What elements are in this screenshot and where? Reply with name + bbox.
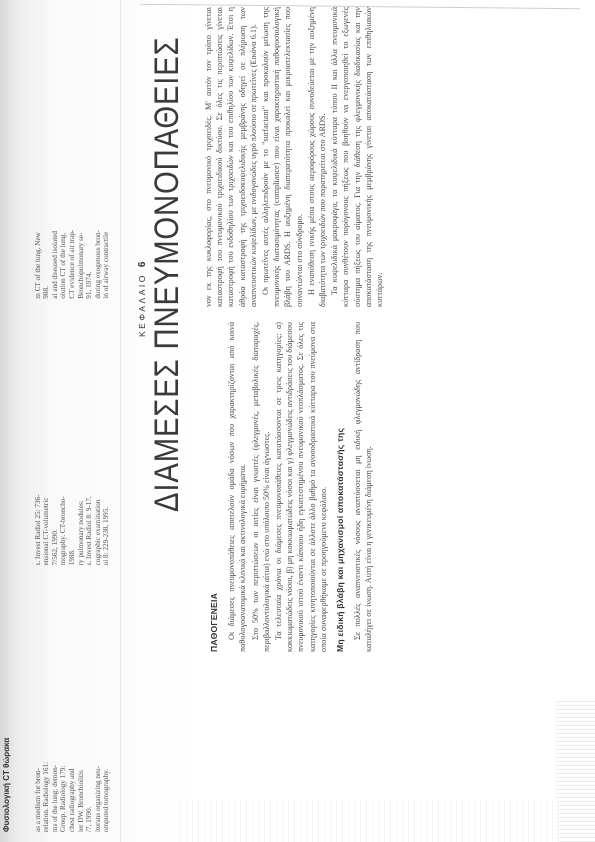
reference-line: 91, 1974.	[85, 271, 94, 299]
reference-line: chest radiography and	[68, 768, 77, 832]
reference-line: during exogenous bron-	[93, 230, 102, 299]
reference-line: ler DW. Bronchiolitis	[76, 770, 85, 832]
reference-line: s. Invest Radiol 25: 736-	[33, 494, 42, 566]
reference-line: al and diseased isolated	[50, 231, 59, 299]
reference-line: s. Invest Radiol 8: 9-17,	[85, 496, 94, 566]
reference-line: 988.	[42, 286, 51, 299]
reference-line: omputed tomography.	[102, 768, 111, 832]
reference-line: as a medium for bron-	[33, 768, 42, 832]
reference-line: ms of the lung: demon-	[50, 764, 59, 832]
reference-line: ry pulmonary nodules:	[76, 500, 85, 566]
reference-line: olution CT of the lung.	[59, 232, 68, 299]
reference-line: Bronchopulmonary se-	[76, 232, 85, 299]
section-heading: ΠΑΘΟΓΕΝΕΙΑ	[209, 593, 219, 652]
reference-line: relation. Radiology 161:	[42, 761, 51, 832]
subsection-heading: Μη ειδική βλάβη και μηχανισμοί αποκατάστασής της	[335, 427, 346, 652]
reference-line: ensional CT-volumetric	[42, 497, 51, 566]
reference-line: mography. CT-broncho-	[59, 496, 68, 566]
right-paragraph-1: νον εκ της κυκλοφορίας, στο πνευμονικό τριχοειδές. Μ' αυτόν τον τρόπο γίνεται καταστροφή του πνευμονικού τριχοειδικού δικτύου. Σε όλες τις περιπτώσεις γίνεται καταστροφή του ενδοθηλίου των τριχοειδών και του επιθηλίου των κυψελίδων. Έτσι η άθρόα καταστροφή της τριχοειδοκυψελιδικής μεμβράνης οδηγεί σε πλήρωση των αναπνευστικών κυψελίδων, με ινιδογονώδες υγρό πλούσιο σε πρωτεΐνες (Εικόνα 6.1).	[204, 7, 258, 307]
left-column	[203, 322, 376, 652]
chapter-title: ΔΙΑΜΕΣΕΣ ΠΝΕΥΜΟΝΟΠΑΘΕΙΕΣ	[148, 36, 186, 512]
reference-line: in of airway contractile	[102, 231, 111, 299]
left-paragraph-3: Τα τελευταία χρόνια οι διάμεσες πνευμονοπάθειες κατατάσσονται σε τρεις κατηγορίες: α) κοκκιωματώδεις νόσοι, β) μη κοκκιωματώδεις νόσοι και γ) φλεγμονώδεις αντιδράσεις του διάμεσου πνευμονικού ιστού έναντι κάποιου ήδη εγκατεστημένου πνευμονικού νεοπλάσματος. Σε όλες τις κατηγορίες κινητοποιούνται σε άλλοτε άλλο βαθμό τα ανοσοδραστικά κύτταρα του πνεύμονα στα οποία συναφερθήκαμε σε προηγούμενο κεφάλαιο.	[274, 322, 328, 652]
reference-line: m CT of the lung. New	[33, 232, 42, 299]
chapter-label-text: ΚΕΦΑΛΑΙΟ	[137, 273, 147, 337]
right-column	[203, 7, 386, 307]
reference-line: 1988.	[68, 549, 77, 566]
reference-line: CT evidence of air trap-	[68, 229, 77, 299]
left-sub-paragraph: Σε πολλές αναπνευστικές νόσους αναπτύσσεται μη ειδική φλεγμονώδης αντίδραση που καταλήγει σε ίνωση. Αυτή είναι η γενικευμένη διάμεση ίνωση.	[353, 322, 374, 652]
reference-line: 7/562, 1990.	[50, 529, 59, 566]
chapter-number: 6	[137, 261, 148, 268]
reference-line: cographic examination	[93, 499, 102, 566]
reference-line: /7, 1990.	[85, 806, 94, 832]
reference-line: iterans organizing neu-	[93, 765, 102, 832]
left-paragraph-1: Οι διάμεσες πνευμονοπάθειες αποτελούν ομάδα νόσων που χαρακτηρίζονται από κοινά παθολογοανατομικά κλινικά και ακτινολογικά ευρήματα.	[227, 322, 248, 652]
right-paragraph-3: Η εναπόθεση ινικής μέσα στους αεροφόρους χώρους συνοδεύεται με την αυξημένη διαβατότητα των τριχοειδών που παρατηρείται στο ARDS.	[306, 7, 328, 307]
reference-line: ol 8: 229-238, 1995.	[102, 506, 111, 566]
reference-line: Group. Radiology 179:	[59, 765, 68, 832]
left-paragraph-2: Στο 50% των περιπτώσεων οι αιτίες είναι γνωστές (φλεγμονές, μεταβολικές διαταραχές, περιβαλλοντολογικά αίτια) ενώ στο υπόλοιπο 50% είναι άγνωστες.	[250, 322, 271, 652]
right-paragraph-2: Οι πρωτεΐνες αυτές αλληλεπιδρούν με το "surfactant" και προκαλούν μείωση της πνευμονικής διατασιμότητας (compliance) που είναι χαρακτηριστική παθοφυσιολογική βλάβη του ARDS. Η αυξημένη διαπερατότητα προκαλεί και μικροατελεκτασίες που συναντώνται στο σύνδρομο.	[261, 7, 304, 307]
right-paragraph-4: Τα κυψελιδικά μακροφάγα, τα κυψελιδικά κύτταρα τύπου ΙΙ και άλλα πνευμονικά κύτταρα συνθέτουν πορόγονους πήξεως που βοηθούν να ενεργοποιηθεί το εξωγενές σύστημα πήξεως του αίματος. Για την διάθεση της φλεγμονικής διαδικασίας και την αποκατάσταση της πνευμονικής μεμβράνης γίνεται αποκατάσταση των επιθηλιακών κυττάρων.	[330, 7, 385, 307]
previous-page-running-head: Φυσιολογική CT θώρακα	[2, 737, 11, 832]
